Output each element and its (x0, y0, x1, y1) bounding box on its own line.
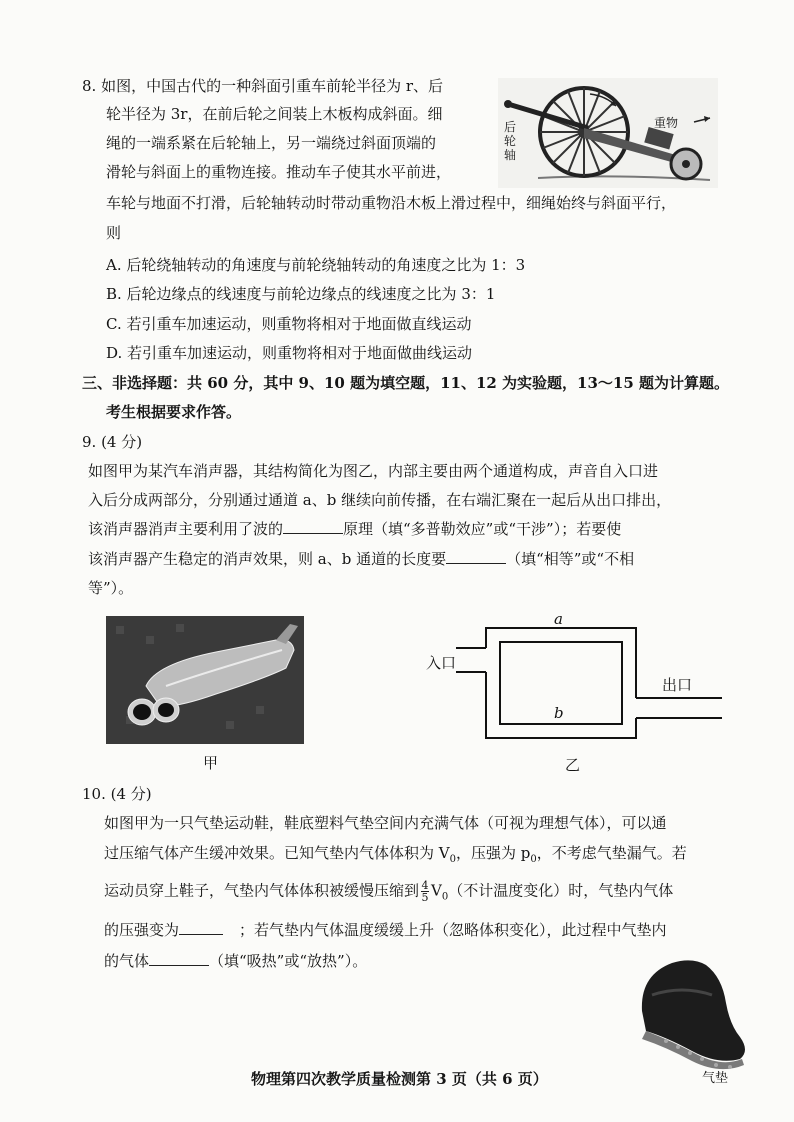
q8-line-4: 滑轮与斜面上的重物连接。推动车子使其水平前进， (106, 163, 452, 181)
q8-line-2: 轮半径为 3r，在前后轮之间装上木板构成斜面。细 (106, 105, 443, 123)
muffler-photo (106, 616, 304, 744)
air-cushion-label: 气垫 (702, 1071, 729, 1086)
figure-jia-caption: 甲 (203, 754, 219, 772)
shoe-photo (622, 955, 762, 1087)
rear-axle-label: 后轮轴 (504, 120, 517, 162)
q10-line-2-b: ，压强为 p (455, 844, 531, 862)
q9-line-3 (88, 519, 621, 539)
section3-line-2: 考生根据要求作答。 (106, 403, 242, 421)
exit-label: 出口 (662, 676, 693, 694)
v0-subscript-2: 0 (441, 891, 449, 903)
q9-line-3-text-a: 该消声器消声主要利用了波的 (88, 520, 284, 538)
q8-option-c: C. 若引重车加速运动，则重物将相对于地面做直线运动 (106, 315, 472, 333)
q10-line-3-a: 运动员穿上鞋子，气垫内气体体积被缓慢压缩到 (104, 881, 420, 900)
q9-blank-2[interactable] (446, 549, 506, 564)
q10-line-2 (104, 843, 687, 870)
q10-line-4 (104, 920, 667, 940)
q8-option-d: D. 若引重车加速运动，则重物将相对于地面做曲线运动 (106, 344, 473, 362)
q10-line-3 (104, 880, 673, 908)
q10-line-3-v: V (431, 881, 442, 900)
weight-label: 重物 (654, 116, 679, 130)
figure-yi-caption: 乙 (565, 756, 581, 774)
q10-line-4-a: 的压强变为 (104, 921, 180, 939)
q9-blank-1[interactable] (283, 519, 343, 534)
q10-header: 10. (4 分) (82, 785, 152, 803)
q8-option-a: A. 后轮绕轴转动的角速度与前轮绕轴转动的角速度之比为 1：3 (106, 256, 526, 274)
q10-blank-1[interactable] (179, 920, 223, 935)
q8-line-5: 车轮与地面不打滑，后轮轴转动时带动重物沿木板上滑过程中，细绳始终与斜面平行， (106, 194, 677, 212)
q10-line-5-a: 的气体 (104, 952, 150, 970)
shoe-illustration (622, 955, 762, 1087)
q10-line-2-a: 过压缩气体产生缓冲效果。已知气垫内气体体积为 V (104, 844, 450, 862)
q10-line-5 (104, 951, 367, 971)
p0-subscript: 0 (530, 854, 537, 865)
cart-illustration (498, 78, 718, 188)
q9-line-4-text-b: （填“相等”或“不相 (506, 550, 635, 568)
q9-line-2: 入后分成两部分，分别通过通道 a、b 继续向前传播，在右端汇聚在一起后从出口排出， (88, 491, 672, 509)
q10-line-4-b: ；若气垫内气体温度缓缓上升（忽略体积变化），此过程中气垫内 (239, 921, 667, 939)
q9-line-5: 等”）。 (88, 579, 134, 597)
section3-line-1: 三、非选择题：共 60 分，其中 9、10 题为填空题，11、12 为实验题，13～15 题为计算题。 (82, 374, 730, 392)
q10-blank-2[interactable] (149, 951, 209, 966)
q8-line-1: 8. 如图，中国古代的一种斜面引重车前轮半径为 r、后 (82, 77, 444, 95)
q9-header: 9. (4 分) (82, 433, 143, 451)
q9-line-4 (88, 549, 634, 569)
q10-line-5-b: （填“吸热”或“放热”）。 (209, 952, 368, 970)
channel-b-label: b (554, 704, 564, 722)
q8-option-b: B. 后轮边缘点的线速度与前轮边缘点的线速度之比为 3：1 (106, 285, 496, 303)
q10-line-1: 如图甲为一只气垫运动鞋，鞋底塑料气垫空间内充满气体（可视为理想气体），可以通 (104, 814, 667, 832)
channel-a-label: a (554, 610, 563, 628)
v0-subscript: 0 (449, 854, 456, 865)
q10-line-2-c: ，不考虑气垫漏气。若 (536, 844, 687, 862)
page-footer: 物理第四次教学质量检测第 3 页（共 6 页） (251, 1070, 548, 1088)
muffler-illustration (106, 616, 304, 744)
entrance-label: 入口 (426, 654, 457, 672)
q9-line-1: 如图甲为某汽车消声器，其结构简化为图乙，内部主要由两个通道构成，声音自入口进 (88, 462, 659, 480)
q9-line-4-text-a: 该消声器产生稳定的消声效果，则 a、b 通道的长度要 (88, 550, 447, 568)
four-fifths-fraction (421, 880, 429, 903)
frac-numerator: 4 (421, 879, 429, 892)
cart-figure (498, 78, 718, 188)
q8-line-6: 则 (106, 224, 122, 242)
muffler-diagram (426, 610, 722, 750)
frac-denominator: 5 (421, 891, 429, 904)
q9-line-3-text-b: 原理（填“多普勒效应”或“干涉”）；若要使 (343, 520, 622, 538)
q10-line-3-c: （不计温度变化）时，气垫内气体 (448, 881, 674, 900)
q8-line-3: 绳的一端系紧在后轮轴上，另一端绕过斜面顶端的 (106, 134, 437, 152)
